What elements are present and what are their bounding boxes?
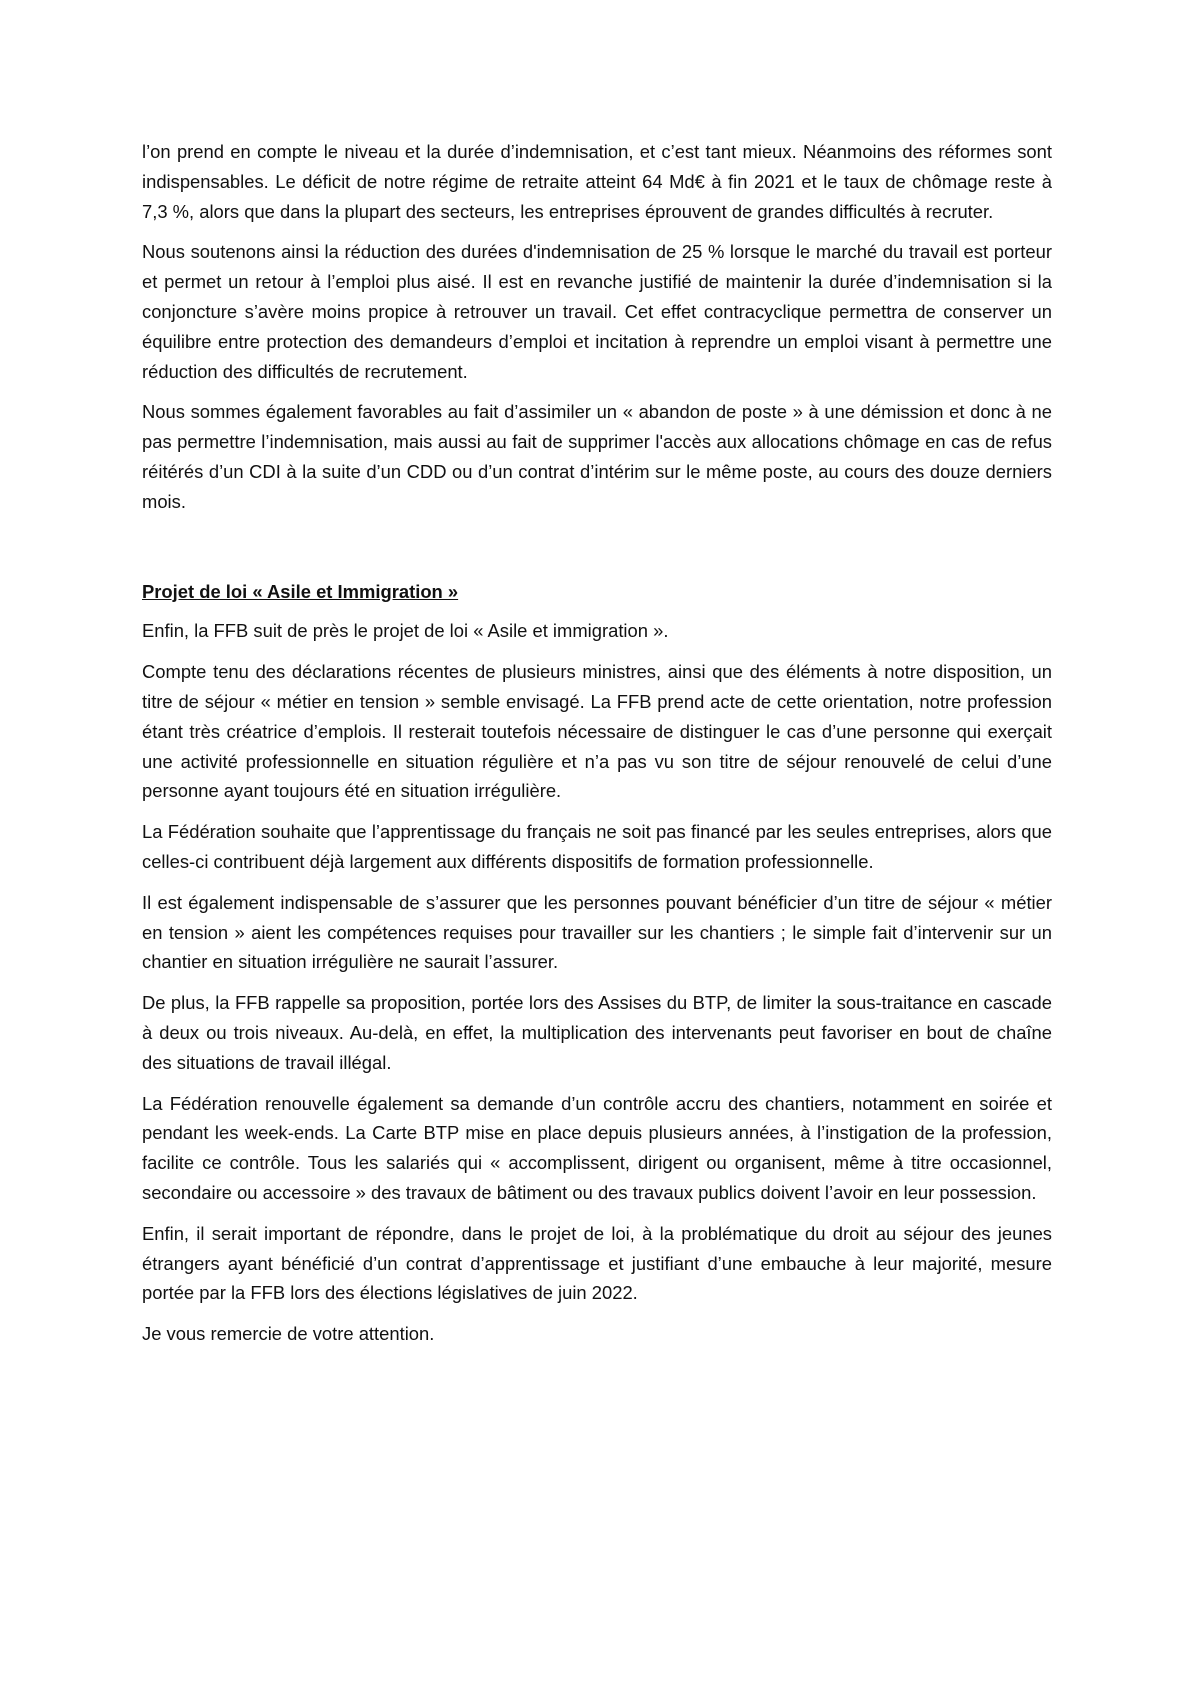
paragraph-intro-1: l’on prend en compte le niveau et la durée d’indemnisation, et c’est tant mieux. Néanmoins des réformes sont indispensables. Le déficit de notre régime de retraite atteint 64 Md€ à fin 2021 et le taux de chômage reste à 7,3 %, alors que dans la plupart des secteurs, les entreprises éprouvent de grandes difficultés à recruter.: [142, 141, 1052, 222]
paragraph-section-6: La Fédération renouvelle également sa demande d’un contrôle accru des chantiers, notamment en soirée et pendant les week-ends. La Carte BTP mise en place depuis plusieurs années, à l’instigation de la profession, facilite ce contrôle. Tous les salariés qui « accomplissent, dirigent ou organisent, même à titre occasionnel, secondaire ou accessoire » des travaux de bâtiment ou des travaux publics doivent l’avoir en leur possession.: [142, 1092, 1052, 1203]
paragraph-intro-2: Nous soutenons ainsi la réduction des durées d'indemnisation de 25 % lorsque le marché du travail est porteur et permet un retour à l’emploi plus aisé. Il est en revanche justifié de maintenir la durée d’indemnisation si la conjoncture s’avère moins propice à retrouver un travail. Cet effet contracyclique permettra de conserver un équilibre entre protection des demandeurs d’emploi et incitation à reprendre un emploi visant à permettre une réduction des difficultés de recrutement.: [142, 241, 1052, 382]
paragraph-section-4: Il est également indispensable de s’assurer que les personnes pouvant bénéficier d’un titre de séjour « métier en tension » aient les compétences requises pour travailler sur les chantiers ; le simple fait d’intervenir sur un chantier en situation irrégulière ne saurait l’assurer.: [142, 891, 1052, 973]
paragraph-section-1: Enfin, la FFB suit de près le projet de loi « Asile et immigration ».: [142, 620, 669, 642]
paragraph-section-7: Enfin, il serait important de répondre, dans le projet de loi, à la problématique du droit au séjour des jeunes étrangers ayant bénéficié d’un contrat d’apprentissage et justifiant d’une embauche à leur majorité, mesure portée par la FFB lors des élections législatives de juin 2022.: [142, 1222, 1052, 1304]
document-page: [142, 137, 1052, 1360]
paragraph-intro-3: Nous sommes également favorables au fait d’assimiler un « abandon de poste » à une démission et donc à ne pas permettre l’indemnisation, mais aussi au fait de supprimer l'accès aux allocations chômage en cas de refus réitérés d’un CDI à la suite d’un CDD ou d’un contrat d’intérim sur le même poste, au cours des douze derniers mois.: [142, 401, 1052, 512]
paragraph-section-5: De plus, la FFB rappelle sa proposition, portée lors des Assises du BTP, de limiter la sous-traitance en cascade à deux ou trois niveaux. Au-delà, en effet, la multiplication des intervenants peut favoriser en bout de chaîne des situations de travail illégal.: [142, 992, 1052, 1073]
closing-line: Je vous remercie de votre attention.: [142, 1323, 435, 1345]
paragraph-section-3: La Fédération souhaite que l’apprentissage du français ne soit pas financé par les seules entreprises, alors que celles-ci contribuent déjà largement aux différents dispositifs de formation professionnelle.: [142, 821, 1052, 872]
paragraph-section-2: Compte tenu des déclarations récentes de plusieurs ministres, ainsi que des éléments à notre disposition, un titre de séjour « métier en tension » semble envisagé. La FFB prend acte de cette orientation, notre profession étant très créatrice d’emplois. Il resterait toutefois nécessaire de distinguer le cas d’une personne qui exerçait une activité professionnelle en situation régulière et n’a pas vu son titre de séjour renouvelé de celui d’une personne ayant toujours été en situation irrégulière.: [142, 661, 1052, 802]
section-heading: Projet de loi « Asile et Immigration »: [142, 580, 459, 602]
